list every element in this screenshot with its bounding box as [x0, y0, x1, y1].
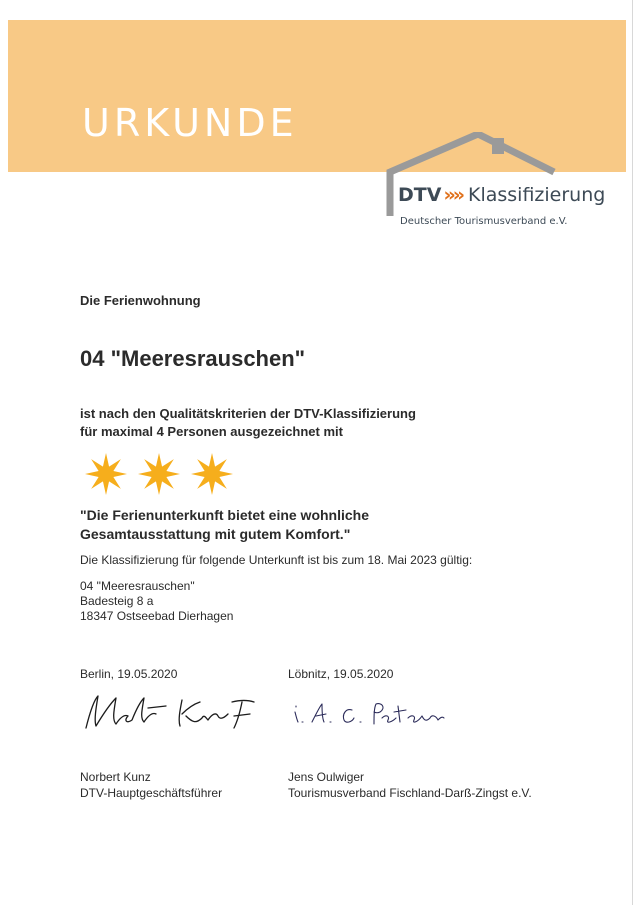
- property-name: 04 "Meeresrauschen": [80, 346, 306, 371]
- criteria-line-1: ist nach den Qualitätskriterien der DTV-Klassifizierung: [80, 406, 416, 421]
- left-signatory: [80, 769, 222, 801]
- criteria-line-2: für maximal 4 Personen ausgezeichnet mit: [80, 424, 343, 439]
- property-address: [80, 579, 233, 624]
- page-edge: [632, 0, 633, 905]
- dtv-logo: [398, 186, 605, 205]
- right-signatory-name: Jens Oulwiger: [288, 770, 365, 784]
- criteria-text: [80, 405, 416, 441]
- left-signatory-role: DTV-Hauptgeschäftsführer: [80, 786, 223, 800]
- quote-line-2: Gesamtausstattung mit gutem Komfort.": [80, 526, 351, 542]
- logo-klassifizierung-text: Klassifizierung: [468, 184, 606, 206]
- house-roof-icon: [384, 132, 584, 222]
- left-handwritten-signature: [82, 688, 262, 736]
- logo-subtitle: Deutscher Tourismusverband e.V.: [400, 216, 568, 227]
- quote-line-1: "Die Ferienunterkunft bietet eine wohnliche: [80, 507, 370, 523]
- right-handwritten-signature: [290, 696, 450, 730]
- property-type: Die Ferienwohnung: [80, 293, 201, 308]
- star-rating: [84, 450, 244, 500]
- rating-quote: [80, 506, 369, 544]
- right-signatory-role: Tourismusverband Fischland-Darß-Zingst e.V.: [288, 786, 532, 800]
- validity-text: Die Klassifizierung für folgende Unterkunft ist bis zum 18. Mai 2023 gültig:: [80, 553, 473, 567]
- address-line-1: 04 "Meeresrauschen": [80, 579, 195, 593]
- logo-dtv-text: DTV: [398, 184, 442, 206]
- address-line-3: 18347 Ostseebad Dierhagen: [80, 609, 234, 623]
- right-place-date: Löbnitz, 19.05.2020: [288, 667, 394, 681]
- address-line-2: Badesteig 8 a: [80, 594, 154, 608]
- chevron-arrows-icon: »»: [443, 184, 462, 206]
- star-icon: [85, 453, 127, 495]
- left-signatory-name: Norbert Kunz: [80, 770, 151, 784]
- star-icon: [191, 453, 233, 495]
- star-icon: [138, 453, 180, 495]
- left-place-date: Berlin, 19.05.2020: [80, 667, 178, 681]
- certificate-title: URKUNDE: [82, 101, 298, 145]
- right-signatory: [288, 769, 532, 801]
